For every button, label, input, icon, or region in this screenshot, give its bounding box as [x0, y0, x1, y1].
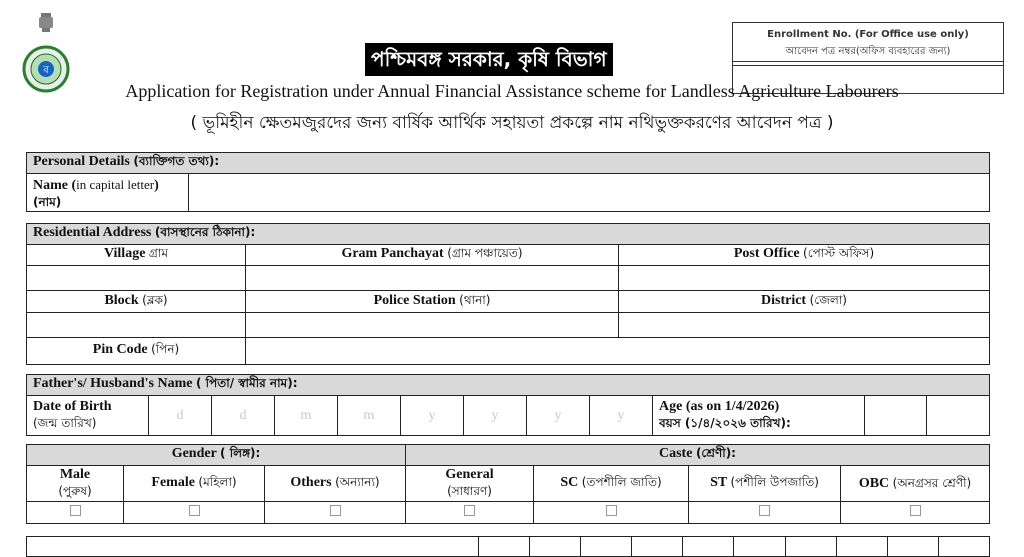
st-label: ST (পশীলি উপজাতি): [689, 466, 841, 502]
father-dob-table: [26, 374, 990, 436]
others-checkbox[interactable]: [330, 505, 341, 516]
police-station-input[interactable]: [246, 313, 619, 338]
sc-checkbox-cell: [534, 502, 689, 524]
gender-heading: Gender ( লিঙ্গ):: [27, 445, 406, 466]
pin-code-label: Pin Code (পিন): [27, 338, 246, 365]
dob-day-2[interactable]: d: [212, 396, 275, 436]
next-section-table: [26, 536, 990, 557]
others-checkbox-cell: [265, 502, 406, 524]
dob-year-4[interactable]: y: [590, 396, 653, 436]
obc-label: OBC (অনগ্রসর শ্রেণী): [841, 466, 990, 502]
next-section-box[interactable]: [836, 537, 887, 557]
general-checkbox-cell: [406, 502, 534, 524]
dob-label: Date of Birth (জন্ম তারিখ): [27, 396, 149, 436]
address-heading: Residential Address (বাসস্থানের ঠিকানা):: [27, 224, 990, 245]
st-checkbox[interactable]: [759, 505, 770, 516]
enrollment-label-bn: আবেদন পত্র নম্বর(অফিস ব্যবহারের জন্য): [785, 46, 951, 57]
block-input[interactable]: [27, 313, 246, 338]
village-label: Village গ্রাম: [27, 245, 246, 266]
district-input[interactable]: [619, 313, 990, 338]
district-label: District (জেলা): [619, 291, 990, 313]
block-label: Block (ব্লক): [27, 291, 246, 313]
next-section-label-cell: [27, 537, 479, 557]
personal-details-heading: Personal Details (ব্যাক্তিগত তথ্য):: [27, 153, 990, 174]
department-title: পশ্চিমবঙ্গ সরকার, কৃষি বিভাগ: [365, 43, 613, 76]
next-section-box[interactable]: [785, 537, 836, 557]
female-checkbox-cell: [124, 502, 265, 524]
obc-checkbox-cell: [841, 502, 990, 524]
police-station-label: Police Station (থানা): [246, 291, 619, 313]
sc-checkbox[interactable]: [606, 505, 617, 516]
dob-month-2[interactable]: m: [338, 396, 401, 436]
age-label: Age (as on 1/4/2026) বয়স (১/৪/২০২৬ তারিখ):: [653, 396, 865, 436]
father-name-heading: Father's/ Husband's Name ( পিতা/ স্বামীর নাম):: [27, 375, 990, 396]
village-input[interactable]: [27, 266, 246, 291]
pin-code-input[interactable]: [246, 338, 990, 365]
general-label: General (সাধারণ): [406, 466, 534, 502]
dob-day-1[interactable]: d: [149, 396, 212, 436]
next-section-box[interactable]: [479, 537, 530, 557]
male-checkbox-cell: [27, 502, 124, 524]
dob-year-1[interactable]: y: [401, 396, 464, 436]
next-section-box[interactable]: [683, 537, 734, 557]
enrollment-label: Enrollment No. (For Office use only): [767, 29, 969, 40]
age-digit-2[interactable]: [927, 396, 990, 436]
male-label: Male (পুরুষ): [27, 466, 124, 502]
next-section-box[interactable]: [530, 537, 581, 557]
next-section-box[interactable]: [938, 537, 989, 557]
svg-text:ব: ব: [43, 65, 49, 76]
male-checkbox[interactable]: [70, 505, 81, 516]
obc-checkbox[interactable]: [910, 505, 921, 516]
st-checkbox-cell: [689, 502, 841, 524]
female-checkbox[interactable]: [189, 505, 200, 516]
post-office-label: Post Office (পোস্ট অফিস): [619, 245, 990, 266]
others-label: Others (অন্যান্য): [265, 466, 406, 502]
next-section-box[interactable]: [581, 537, 632, 557]
age-digit-1[interactable]: [865, 396, 927, 436]
post-office-input[interactable]: [619, 266, 990, 291]
dob-year-3[interactable]: y: [527, 396, 590, 436]
general-checkbox[interactable]: [464, 505, 475, 516]
name-input[interactable]: [189, 174, 990, 212]
gram-panchayat-label: Gram Panchayat (গ্রাম পঞ্চায়েত): [246, 245, 619, 266]
gram-panchayat-input[interactable]: [246, 266, 619, 291]
sc-label: SC (তপশীলি জাতি): [534, 466, 689, 502]
next-section-box[interactable]: [734, 537, 785, 557]
dob-month-1[interactable]: m: [275, 396, 338, 436]
dob-year-2[interactable]: y: [464, 396, 527, 436]
personal-details-table: [26, 152, 990, 212]
form-title-bn: ( ভূমিহীন ক্ষেতমজুরদের জন্য বার্ষিক আর্থিক সহায়তা প্রকল্পে নাম নথিভুক্তকরণের আবেদন পত্র ): [190, 113, 834, 133]
next-section-box[interactable]: [887, 537, 938, 557]
female-label: Female (মহিলা): [124, 466, 265, 502]
form-title-en: Application for Registration under Annual Financial Assistance scheme for Landless Agriculture Labourers: [125, 81, 899, 101]
next-section-box[interactable]: [632, 537, 683, 557]
caste-heading: Caste (শ্রেণী):: [406, 445, 990, 466]
name-label: Name (in capital letter) (নাম): [27, 174, 189, 212]
gender-caste-table: [26, 444, 990, 524]
address-table: [26, 223, 990, 365]
